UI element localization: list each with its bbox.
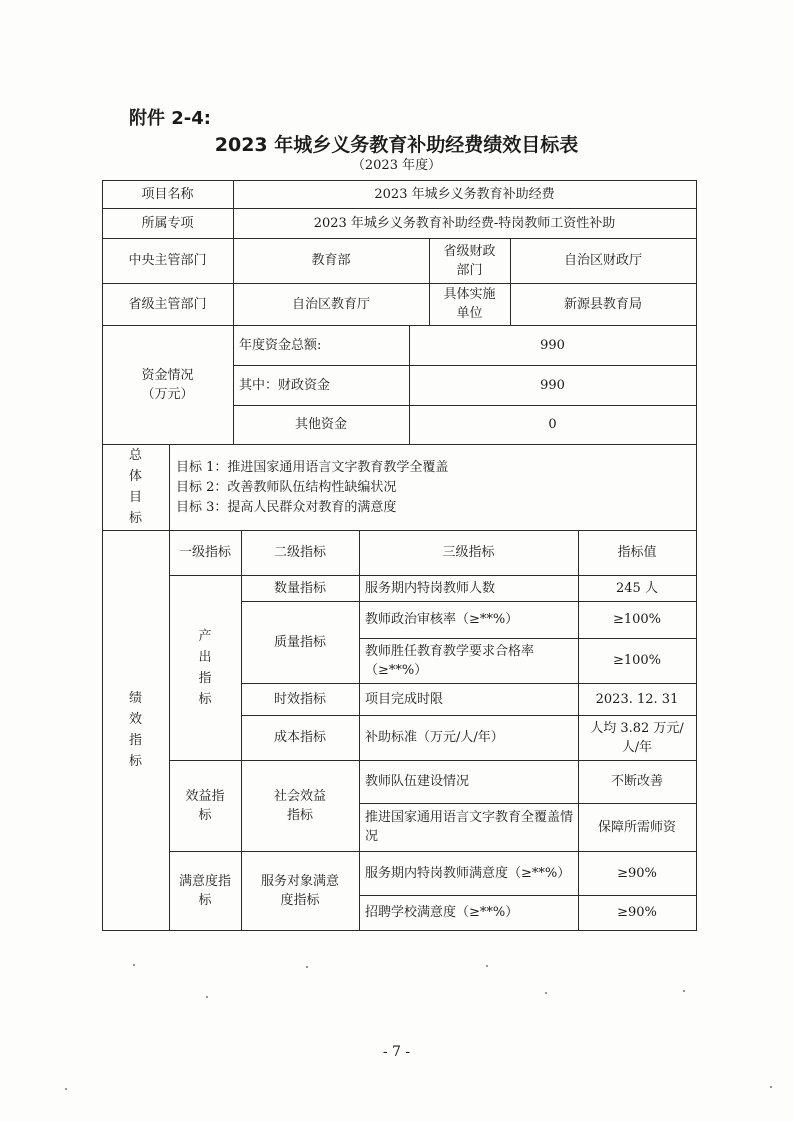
goal-item: 目标 3：提高人民群众对教育的满意度 [176, 500, 397, 515]
indicator-name: 服务期内特岗教师满意度（≥**%） [365, 865, 571, 881]
project-name-value: 2023 年城乡义务教育补助经费 [374, 186, 555, 202]
output-indicator-label: 产出指标 [198, 628, 212, 707]
impl-unit-label: 具体实施单位 [443, 287, 496, 321]
indicator-value: ≥90% [617, 905, 657, 920]
quality-label: 质量指标 [273, 634, 326, 650]
scan-speck [306, 966, 308, 968]
indicator-value: ≥90% [617, 865, 657, 881]
timeliness-label: 时效指标 [273, 691, 326, 707]
header-level2: 二级指标 [273, 545, 326, 560]
indicator-name: 招聘学校满意度（≥**%） [365, 905, 519, 920]
project-name-label: 项目名称 [141, 186, 194, 202]
funds-total-value: 990 [540, 337, 565, 353]
scan-speck [545, 992, 547, 994]
indicator-name: 教师队伍建设情况 [365, 774, 470, 789]
prov-finance-label: 省级财政部门 [443, 243, 496, 278]
indicators-label: 绩效指标 [129, 691, 143, 769]
header-value: 指标值 [617, 545, 657, 560]
indicator-value: 保障所需师资 [597, 819, 676, 835]
goals-list [176, 458, 448, 518]
funds-finance-label: 其中：财政资金 [239, 377, 331, 393]
document-title: 2023 年城乡义务教育补助经费绩效目标表 [214, 134, 579, 156]
satisfaction-indicator-label: 满意度指标 [178, 873, 231, 908]
page-number: - 7 - [382, 1044, 411, 1060]
scan-speck [770, 1086, 772, 1088]
indicator-value: 人均 3.82 万元/人/年 [590, 720, 684, 755]
scan-speck [133, 964, 135, 966]
document-subtitle: （2023 年度） [351, 158, 442, 173]
indicator-name: 服务期内特岗教师人数 [365, 580, 496, 596]
funds-other-label: 其他资金 [294, 417, 347, 432]
goal-item: 目标 1：推进国家通用语言文字教育教学全覆盖 [176, 460, 449, 475]
funds-other-value: 0 [548, 417, 557, 432]
service-satisfaction-label: 服务对象满意度指标 [260, 873, 339, 908]
indicator-value: 不断改善 [610, 774, 663, 789]
indicator-name: 教师政治审核率（≥**%） [365, 612, 519, 627]
central-dept-value: 教育部 [311, 253, 351, 268]
goals-label: 总体目标 [129, 448, 143, 526]
funds-total-label: 年度资金总额: [239, 337, 322, 353]
funds-finance-value: 990 [540, 377, 565, 393]
indicator-name: 项目完成时限 [365, 691, 444, 707]
header-level1: 一级指标 [179, 545, 232, 560]
special-label: 所属专项 [141, 215, 194, 231]
scan-speck [486, 965, 488, 967]
header-level3: 三级指标 [442, 545, 495, 560]
attachment-label: 附件 2-4: [129, 108, 211, 129]
cost-label: 成本指标 [273, 730, 326, 745]
prov-dept-label: 省级主管部门 [128, 296, 207, 312]
scan-speck [206, 996, 208, 998]
indicator-name: 补助标准（万元/人/年） [365, 730, 504, 745]
indicator-name: 推进国家通用语言文字教育全覆盖情况 [365, 810, 574, 844]
central-dept-label: 中央主管部门 [128, 253, 207, 268]
scan-speck [683, 990, 685, 992]
quantity-label: 数量指标 [273, 580, 326, 596]
impl-unit-value: 新源县教育局 [563, 296, 642, 312]
indicator-value: ≥100% [612, 653, 662, 668]
benefit-indicator-label: 效益指标 [185, 788, 225, 823]
scan-speck [65, 1088, 67, 1090]
goal-item: 目标 2：改善教师队伍结构性缺编状况 [176, 480, 397, 495]
indicator-name: 教师胜任教育教学要求合格率（≥**%） [365, 643, 535, 678]
indicator-value: 245 人 [616, 580, 658, 596]
special-value: 2023 年城乡义务教育补助经费-特岗教师工资性补助 [313, 215, 616, 231]
prov-finance-value: 自治区财政厅 [563, 253, 642, 268]
social-benefit-label: 社会效益指标 [273, 788, 326, 823]
indicator-value: ≥100% [612, 612, 662, 627]
indicator-value: 2023. 12. 31 [595, 691, 679, 707]
funds-label: 资金情况（万元） [141, 367, 194, 402]
prov-dept-value: 自治区教育厅 [291, 296, 370, 312]
